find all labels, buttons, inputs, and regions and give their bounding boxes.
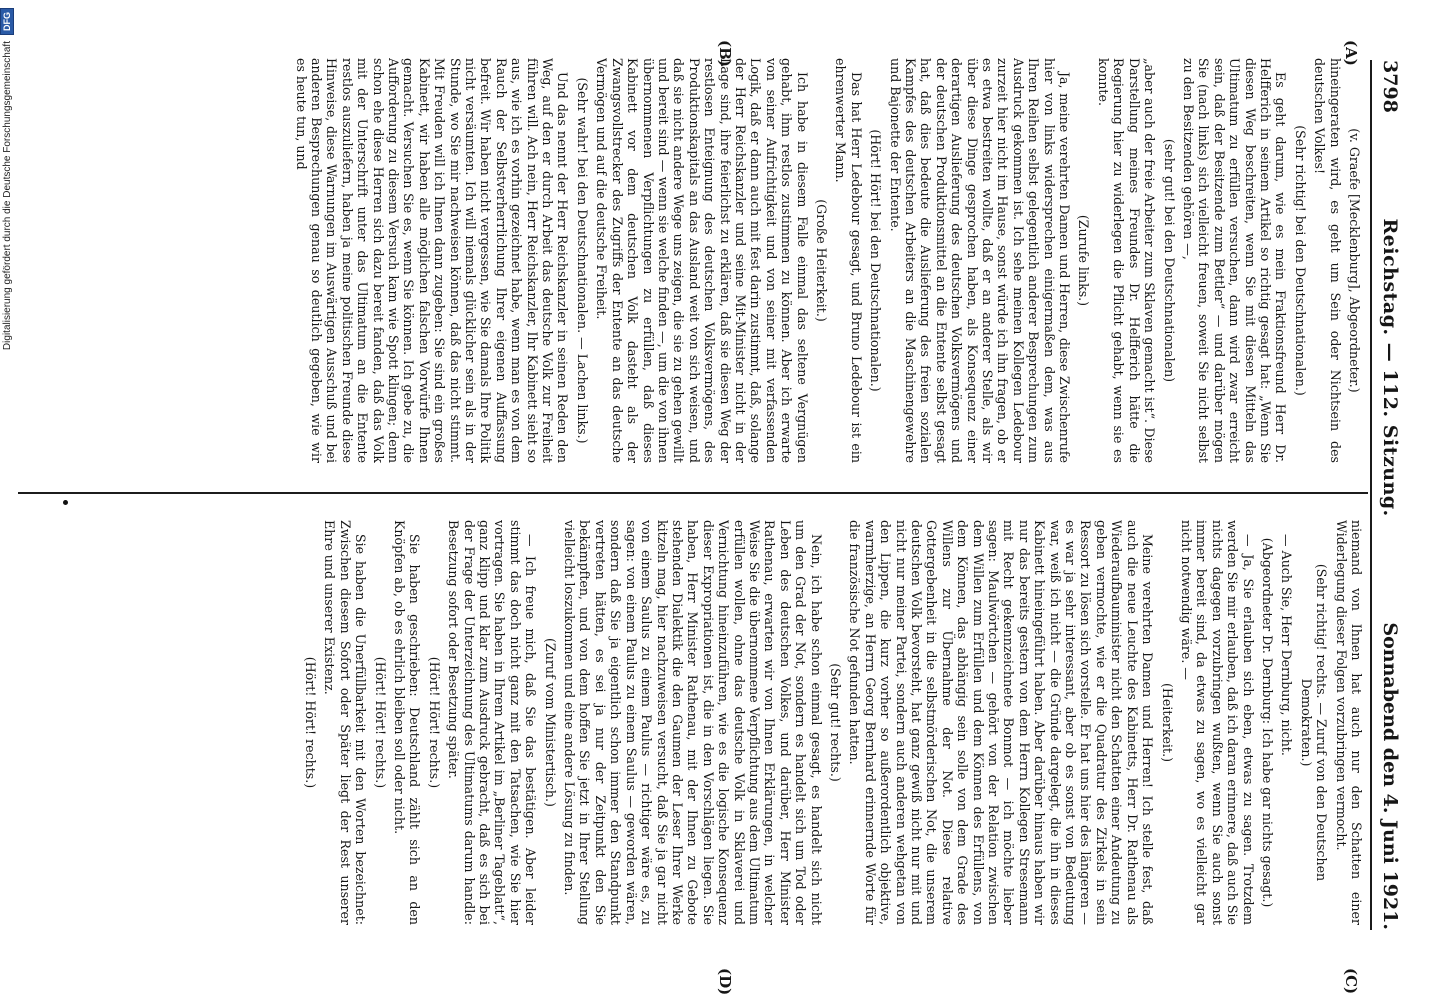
right-column: [14, 520, 1364, 925]
paragraph: Ja, meine verehrten Damen und Herren, diese Zwischenrufe hier von links widersprechen einigermaßen dem, was aus Ihren Reihen selbst gelegentlich anderer Besprechungen zum Ausdruck gekommen ist. Ich sehe meinen Kollegen Ledebour zurzeit hier nicht im Hause, sonst würde ich ihn fragen, ob er es etwa bestreiten wollte, daß er an anderer Stelle, als wir über diese Dinge gesprochen haben, als Konsequenz einer derartigen Auslieferung des deutschen Volksvermögens und der deutschen Produktionsmittel an die Entente selbst gesagt hat, daß dies bedeute die Auslieferung des freien sozialen Kampfes des deutschen Arbeiters an die Maschinengewehre und Bajonette der Entente.: [887, 58, 1073, 463]
page-header: [1370, 60, 1404, 930]
interjection: (Hört! Hört! rechts.): [303, 656, 318, 789]
margin-marker-b: (B): [716, 40, 734, 67]
interjection: (Hört! Hört! bei den Deutschnationalen.): [868, 129, 884, 392]
interjection: (Sehr wahr! bei den Deutschnationalen. — Lachen links.): [574, 77, 590, 444]
paragraph: Ich habe in diesem Falle einmal das seltene Vergnügen gehabt, ihm restlos zustimmen zu können. Aber ich erwarte von seiner Aufrichtigkeit und von seiner mit verfassenden Logik, daß er dann auch mit fest darin zustimmt, daß, solange der Herr Reichskanzler und seine Mit-Minister nicht in der Lage sind, ihre feierlichst zu erklären, daß sie diesen Weg der restlosen Enteignung des deutschen Volksvermögens, des Produktionskapitals an das Ausland weit von sich weisen, und daß sie nicht andere Wege uns zeigen, die sie zu gehen gewillt und bereit sind — wenn sie welche finden —, um die von ihnen übernommenen Verpflichtungen zu erfüllen, daß dieses Kabinett vor dem deutschen Volk dasteht als der Zwangsvollstrecker des Zugriffs der Entente an das deutsche Vermögen und auf die deutsche Freiheit.: [594, 58, 810, 463]
paragraph: Das hat Herr Ledebour gesagt, und Bruno Ledebour ist ein ehrenwerter Mann.: [833, 58, 864, 463]
paragraph: — Ja, Sie erlauben sich eben, etwas zu sagen. Trotzdem werden Sie mir erlauben, daß ich daran erinnere, daß auch Sie nichts dagegen vorzubringen wußten, wenn Sie auch sonst immer bereit sind, da etwas zu sagen, wo es vielleicht gar nicht notwendig wäre. —: [1178, 520, 1256, 925]
paragraph: — Auch Sie, Herr Dernburg, nicht.: [1279, 534, 1295, 756]
paragraph: Nein, ich habe schon einmal gesagt, es handelt sich nicht um den Grad der Not, sondern es handelt sich um Tod oder Leben des deutschen Volkes, und darüber, Herr Minister Rathenau, erwarten wir von Ihnen Erklärungen, in welcher Weise Sie die übernommene Verpflichtung aus dem Ultimatum erfüllen wollen, ohne das deutsche Volk in Sklaverei und Vernichtung hineinzuführen, wie es die logische Konsequenz dieser Expropriationen ist, die in den Vorschlägen liegen. Sie haben, Herr Minister Rathenau, mit der Ihnen zu Gebote stehenden Dialektik die den Gaumen der Leser Ihrer Werke kitzeln mag, hier nachzuweisen versucht, daß Sie ja gar nicht von einem Saulus zu einem Paulus — richtiger wäre es, zu sagen: von einem Paulus zu einem Saulus — geworden wären, sondern daß Sie ja eigentlich schon immer den Standpunkt vertreten hätten, es sei ja nur der Zeitpunkt den Sie bekämpften, und von dem hoffen Sie jetzt in Ihrer Stellung vielleicht loszukommen und eine andere Lösung zu finden.: [562, 520, 824, 925]
paragraph: Sie haben geschrieben: Deutschland zählt sich an den Knöpfen ab, ob es ehrlich bleiben soll oder nicht.: [392, 520, 423, 925]
paragraph: Meine verehrten Damen und Herren! Ich stelle fest, daß auch die neue Leuchte des Kabinetts, Herr Dr. Rathenau als Wiederaufbauminister nicht den Schatten einer Andeutung zu geben vermochte, wie er die Quadratur des Zirkels in sein Ressort zu lösen sich vorstelle. Er hat uns hier des längeren — es war ja sehr interessant, aber ob es sonst von Bedeutung war, weiß ich nicht — die Gründe dargelegt, die ihn in dieses Kabinett hineingeführt haben. Aber darüber hinaus haben wir nur das bereits gestern von dem Herrn Kollegen Stresemann mit Recht gekennzeichnete Bonmot — ich möchte lieber sagen: Maulwörtchen — gehört von der Relation zwischen dem Willen zum Erfüllen und dem Können des Erfüllens, von dem Können, das abhängig sein solle von dem Grade des Willens zur Übernahme der Not. Diese relative Gottergebenheit in die selbstmörderischen Not, die unserem deutschen Volk bevorsteht, hat ganz gewiß nicht nur mit und nicht nur meiner Partei, sondern auch anderen wehgetan von den Lippen, die kurz vorher so außerordentlich objektive, warmherzige, an Herrn Georg Bernhard erinnernde Worte für die französische Not gefunden hatten.: [847, 520, 1156, 925]
interjection: (Sehr richtig! bei den Deutschnationalen.): [1292, 125, 1308, 396]
page-number: 3798: [1379, 60, 1401, 113]
paragraph: hineingeraten wird, es geht um Sein oder Nichtsein des deutschen Volkes!: [1312, 58, 1343, 463]
interjection: (Zurufe links.): [1076, 214, 1092, 307]
paragraph: Und das nennt der Herr Reichskanzler in seinen Reden den Weg, auf den er durch Arbeit das deutsche Volk zur Freiheit führen will. Ach nein, Herr Reichskanzler, Ihr Kabinett sieht so aus, wie ich es vorhin gezeichnet habe, wenn man es von dem Rauch der Selbstverherrlichung Ihrer eigenen Auffassung befreit. Wir haben nicht vergessen, wie Sie damals Ihre Politik nicht versäumten. Ich will niemals glücklicher sein als in der Stunde, wo Sie mir nachweisen können, daß das nicht stimmt. Mit Freuden will ich Ihnen dann zugeben: Sie sind ein großes Kabinett, wir haben alle möglichen falschen Vorwürfe Ihnen gemacht. Versuchen Sie es, wenn Sie können. Ich gebe zu, die Aufforderung zu diesem Versuch kam wie Spott klingen; denn schon ehe diese Herren sich dazu bereit fanden, daß das Volk mit der Unterschrift unter das Ultimatum an die Entente restlos auszuliefern, haben ja meine politischen Freunde diese Hinweise, diese Warnungen im Auswärtigen Ausschuß und bei anderen Besprechungen genau so deutlich gegeben, wie wir es heute tun, und: [293, 58, 571, 463]
funding-footer: [0, 0, 14, 1000]
column-divider: [18, 492, 1368, 494]
interjection: (Hört! Hört! rechts.): [426, 656, 442, 789]
interjection: (Hört! Hört! rechts.): [372, 656, 388, 789]
funding-credit: Digitalisierung gefördert durch die Deutsche Forschungsgemeinschaft: [1, 41, 13, 351]
interjection: (Große Heiterkeit.): [814, 199, 829, 322]
paragraph: niemand von Ihnen hat auch nur den Schatten einer Widerlegung dieser Folgen vorzubringen vermocht.: [1333, 520, 1364, 925]
margin-marker-d: (D): [716, 968, 734, 996]
interjection: (Sehr gut! rechts.): [828, 663, 843, 782]
speaker-line: (v. Graefe [Mecklenburg], Abgeordneter.): [1347, 128, 1362, 393]
paragraph: Es geht darum, wie es mein Fraktionsfreund Herr Dr. Helfferich in seinem Artikel so richtig gesagt hat: „Wenn Sie diesen Weg beschreiten, wenn Sie mit diesen Mitteln das Ultimatum zu erfüllen versuchen, dann wird zwar erreicht sein, daß der Besitzende zum Bettler“ — und darüber mögen Sie (nach links) sich vielleicht freuen, soweit Sie nicht selbst zu den Besitzenden gehören —,: [1180, 58, 1289, 463]
margin-marker-a: (A): [1342, 40, 1360, 66]
session-title: Reichstag. — 112. Sitzung.: [1379, 218, 1401, 517]
interjection: (Sehr richtig! rechts. — Zuruf von den Deutschen Demokraten.): [1298, 563, 1330, 882]
paragraph: Sie haben die Unerfüllbarkeit mit den Worten bezeichnet: Zwischen diesem Sofort oder Später liegt der Rest unserer Ehre und unserer Existenz.: [322, 520, 369, 925]
interjection: (Zuruf vom Ministertisch.): [542, 638, 558, 807]
left-column: [14, 58, 1364, 463]
margin-marker-c: (C): [1342, 968, 1360, 995]
interjection: (Heiterkeit.): [1159, 683, 1175, 762]
paragraph: „aber auch der freie Arbeiter zum Sklaven gemacht ist“. Diese Darstellung meines Freundes Dr. Helfferich hätte die Regierung hier zu widerlegen die Pflicht gehabt, wenn sie es konnte.: [1095, 58, 1158, 463]
dfg-logo: DFG: [0, 8, 14, 35]
print-dot: [63, 500, 68, 505]
interjection: (Abgeordneter Dr. Dernburg: Ich habe gar nichts gesagt.): [1259, 537, 1275, 908]
interjection: (sehr gut! bei den Deutschnationalen): [1161, 138, 1177, 383]
paragraph: — Ich freue mich, daß Sie das bestätigen. Aber leider stimmt das doch nicht ganz mit den Tatsachen, wie Sie hier vortragen. Sie haben in Ihrem Artikel im „Berliner Tageblatt“, ganz klipp und klar zum Ausdruck gebracht, daß es sich bei der Frage der Unterzeichnung des Ultimatums darum handle: Besetzung sofort oder Besetzung später.: [446, 520, 539, 925]
session-date: Sonnabend den 4. Juni 1921.: [1379, 622, 1401, 930]
